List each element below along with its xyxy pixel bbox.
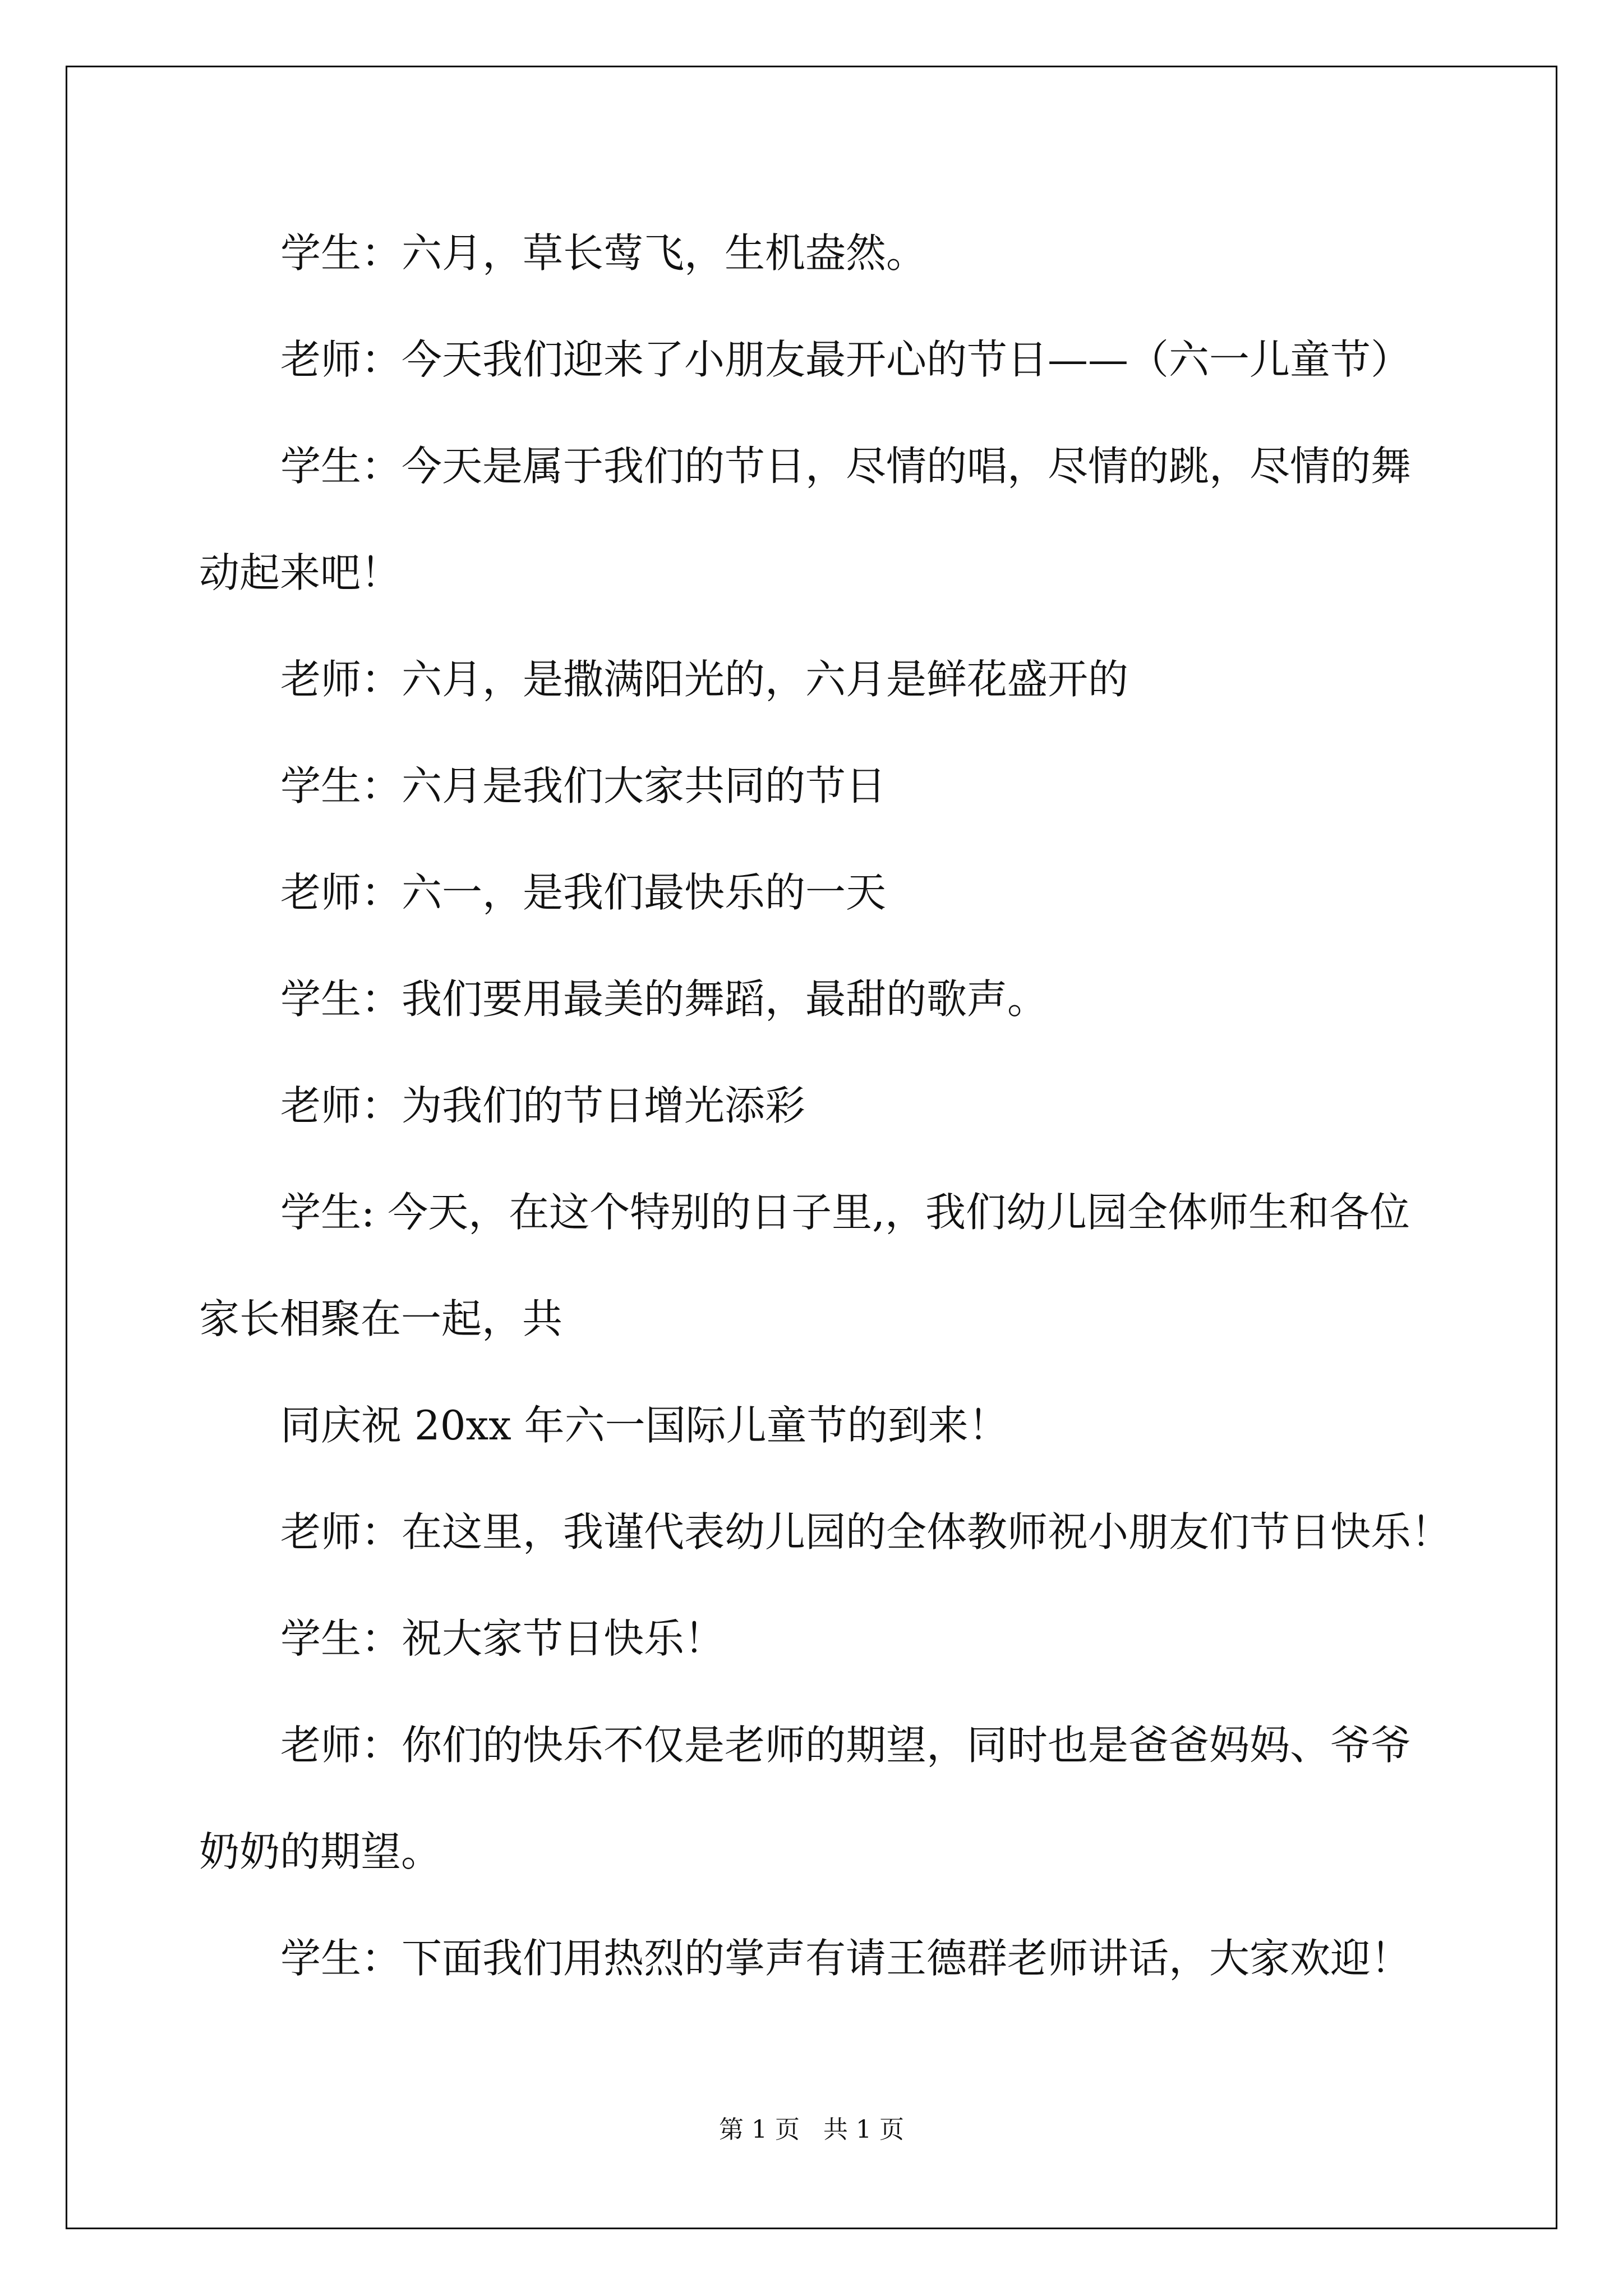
dialogue-line: 学生：祝大家节日快乐！ bbox=[280, 1615, 725, 1662]
dialogue-line: 老师：为我们的节日增光添彩 bbox=[280, 1082, 806, 1129]
dialogue-line: 学生：六月，草长莺飞，生机盎然。 bbox=[280, 229, 927, 277]
dialogue-line: 老师：今天我们迎来了小朋友最开心的节日——（六一儿童节） bbox=[280, 336, 1412, 383]
dialogue-line: 老师：你们的快乐不仅是老师的期望，同时也是爸爸妈妈、爷爷 bbox=[280, 1722, 1412, 1769]
page-border bbox=[66, 66, 1557, 2229]
dialogue-line: 学生: 今天，在这个特别的日子里,，我们幼儿园全体师生和各位 bbox=[280, 1189, 1410, 1236]
dialogue-line: 学生：今天是属于我们的节日，尽情的唱，尽情的跳，尽情的舞 bbox=[280, 443, 1412, 490]
dialogue-line: 学生：六月是我们大家共同的节日 bbox=[280, 762, 887, 809]
dialogue-line-continuation: 家长相聚在一起，共 bbox=[199, 1295, 563, 1342]
dialogue-line: 学生：我们要用最美的舞蹈，最甜的歌声。 bbox=[280, 976, 1048, 1023]
page-number-footer: 第 1 页 共 1 页 bbox=[719, 2115, 904, 2144]
dialogue-line: 老师：六一，是我们最快乐的一天 bbox=[280, 869, 887, 916]
dialogue-line: 老师：六月，是撒满阳光的，六月是鲜花盛开的 bbox=[280, 656, 1129, 703]
dialogue-line-continuation: 动起来吧！ bbox=[199, 549, 402, 596]
dialogue-line-continuation: 奶奶的期望。 bbox=[199, 1828, 442, 1875]
dialogue-line: 老师：在这里，我谨代表幼儿园的全体教师祝小朋友们节日快乐！ bbox=[280, 1508, 1452, 1556]
dialogue-line: 学生：下面我们用热烈的掌声有请王德群老师讲话，大家欢迎！ bbox=[280, 1935, 1412, 1982]
dialogue-line: 同庆祝 20xx 年六一国际儿童节的到来！ bbox=[280, 1402, 1009, 1449]
